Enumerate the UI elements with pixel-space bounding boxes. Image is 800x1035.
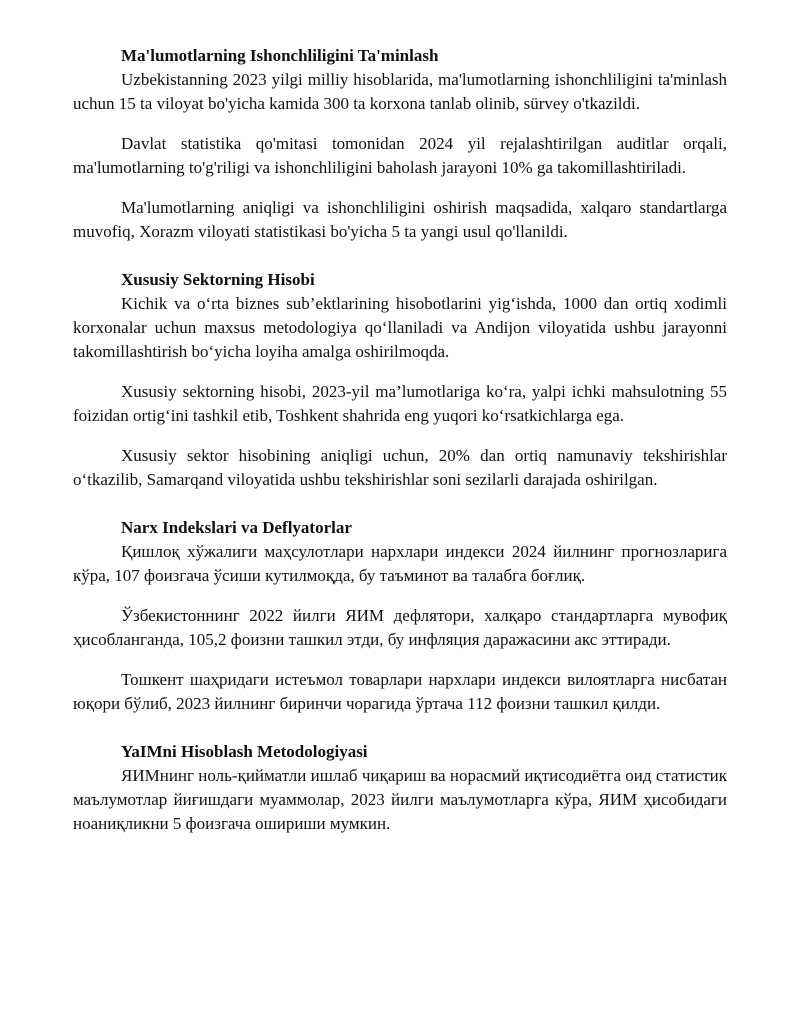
paragraph: Uzbekistanning 2023 yilgi milliy hisoblarida, ma'lumotlarning ishonchliligini ta'minlash uchun 15 ta viloyat bo'yicha kamida 300 ta korxona tanlab olinib, sürvey o'tkazildi. xyxy=(73,70,727,113)
section-data-reliability xyxy=(73,44,727,244)
section-price-indices xyxy=(73,516,727,716)
paragraph: Xususiy sektorning hisobi, 2023-yil ma’lumotlariga ko‘ra, yalpi ichki mahsulotning 55 foizidan ortig‘ini tashkil etib, Toshkent shahrida eng yuqori ko‘rsatkichlarga ega. xyxy=(73,382,727,425)
paragraph: Kichik va o‘rta biznes sub’ektlarining hisobotlarini yig‘ishda, 1000 dan ortiq xodimli korxonalar uchun maxsus metodologiya qo‘llaniladi va Andijon viloyatida ushbu jarayonni takomillashtirish bo‘yicha loyiha amalga oshirilmoqda. xyxy=(73,294,727,361)
section-heading: YaIMni Hisoblash Metodologiyasi xyxy=(121,742,368,761)
section-gdp-methodology xyxy=(73,740,727,836)
paragraph: Davlat statistika qo'mitasi tomonidan 2024 yil rejalashtirilgan auditlar orqali, ma'lumotlarning to'g'riligi va ishonchliligini baholash jarayoni 10% ga takomillashtiriladi. xyxy=(73,134,727,177)
section-heading: Narx Indekslari va Deflyatorlar xyxy=(121,518,352,537)
document-body xyxy=(73,44,727,860)
section-heading: Xususiy Sektorning Hisobi xyxy=(121,270,315,289)
paragraph: Тошкент шаҳридаги истеъмол товарлари нархлари индекси вилоятларга нисбатан юқори бўлиб, 2023 йилнинг биринчи чорагида ўртача 112 фоизни ташкил қилди. xyxy=(73,670,727,713)
paragraph: ЯИМнинг ноль-қийматли ишлаб чиқариш ва норасмий иқтисодиётга оид статистик маълумотлар йиғишдаги муаммолар, 2023 йилги маълумотларга кўра, ЯИМ ҳисобидаги ноаниқликни 5 фоизгача ошириши мумкин. xyxy=(73,766,727,833)
paragraph: Қишлоқ хўжалиги маҳсулотлари нархлари индекси 2024 йилнинг прогнозларига кўра, 107 фоизгача ўсиши кутилмоқда, бу таъминот ва талабга боғлиқ. xyxy=(73,542,727,585)
paragraph: Ma'lumotlarning aniqligi va ishonchliligini oshirish maqsadida, xalqaro standartlarga muvofiq, Xorazm viloyati statistikasi bo'yicha 5 ta yangi usul qo'llanildi. xyxy=(73,198,727,241)
paragraph: Ўзбекистоннинг 2022 йилги ЯИМ дефлятори, халқаро стандартларга мувофиқ ҳисобланганда, 105,2 фоизни ташкил этди, бу инфляция даражасини акс эттиради. xyxy=(73,606,727,649)
section-private-sector xyxy=(73,268,727,492)
paragraph: Xususiy sektor hisobining aniqligi uchun, 20% dan ortiq namunaviy tekshirishlar o‘tkazilib, Samarqand viloyatida ushbu tekshirishlar soni sezilarli darajada oshirilgan. xyxy=(73,446,727,489)
section-heading: Ma'lumotlarning Ishonchliligini Ta'minlash xyxy=(121,46,439,65)
